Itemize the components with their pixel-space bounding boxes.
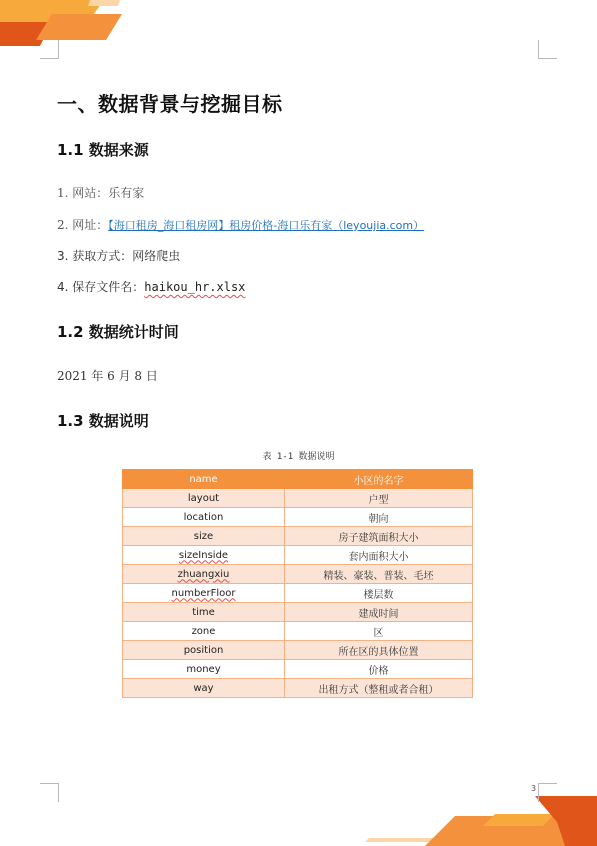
- website-value: 乐有家: [108, 186, 145, 200]
- field-meaning-cell: 房子建筑面积大小: [285, 527, 473, 546]
- table-header-row: [123, 470, 473, 489]
- url-label: 2. 网址：: [57, 218, 109, 232]
- source-website-line: [57, 184, 144, 201]
- table-row: [123, 622, 473, 641]
- method-value: 网络爬虫: [132, 249, 181, 263]
- file-label: 4. 保存文件名：: [57, 280, 145, 294]
- field-meaning-cell: 区: [285, 622, 473, 641]
- method-label: 3. 获取方式：: [57, 249, 133, 263]
- field-name-cell: [123, 584, 285, 603]
- field-meaning-cell: 建成时间: [285, 603, 473, 622]
- table-row: [123, 584, 473, 603]
- field-meaning-cell: 户型: [285, 489, 473, 508]
- field-meaning-cell: 出租方式（整租或者合租）: [285, 679, 473, 698]
- field-meaning-cell: 所在区的具体位置: [285, 641, 473, 660]
- field-name-text: numberFloor: [171, 587, 236, 599]
- document-heading: 一、数据背景与挖掘目标: [57, 92, 283, 116]
- header-cell-meaning: 小区的名字: [285, 470, 473, 489]
- table-row: [123, 527, 473, 546]
- field-meaning-cell: 套内面积大小: [285, 546, 473, 565]
- website-label: 1. 网站：: [57, 186, 109, 200]
- field-name-cell: zone: [123, 622, 285, 641]
- field-name-cell: time: [123, 603, 285, 622]
- field-name-cell: size: [123, 527, 285, 546]
- field-meaning-cell: 朝向: [285, 508, 473, 527]
- table-row: [123, 641, 473, 660]
- field-name-text: zhuangxiu: [177, 568, 230, 580]
- source-method-line: [57, 247, 180, 264]
- field-name-cell: money: [123, 660, 285, 679]
- corner-mark-bottom-right: [538, 783, 557, 802]
- section-title-description: 1.3 数据说明: [57, 412, 149, 430]
- field-name-cell: [123, 565, 285, 584]
- page-number: 3: [531, 784, 537, 793]
- field-meaning-cell: 楼层数: [285, 584, 473, 603]
- corner-mark-bottom-left: [40, 783, 59, 802]
- field-name-cell: layout: [123, 489, 285, 508]
- table-row: [123, 565, 473, 584]
- source-url-line: [57, 216, 424, 233]
- section-title-time: 1.2 数据统计时间: [57, 323, 179, 341]
- table-row: [123, 679, 473, 698]
- source-file-line: [57, 278, 245, 295]
- stat-date: 2021 年 6 月 8 日: [57, 369, 158, 383]
- section-title-source: 1.1 数据来源: [57, 141, 149, 159]
- field-meaning-cell: 价格: [285, 660, 473, 679]
- field-name-cell: way: [123, 679, 285, 698]
- table-row: [123, 660, 473, 679]
- corner-mark-top-left: [40, 40, 59, 59]
- field-name-cell: position: [123, 641, 285, 660]
- table-row: [123, 546, 473, 565]
- field-name-text: sizeInside: [178, 549, 229, 561]
- field-name-cell: location: [123, 508, 285, 527]
- bottom-right-decoration: [365, 796, 597, 846]
- header-cell-field: name: [123, 470, 285, 489]
- file-value: haikou_hr.xlsx: [144, 280, 246, 294]
- top-left-decoration: [0, 0, 130, 48]
- data-description-table: [122, 469, 473, 698]
- source-url-link[interactable]: 【海口租房_海口租房网】租房价格-海口乐有家（leyoujia.com）: [108, 219, 425, 232]
- table-row: [123, 508, 473, 527]
- table-row: [123, 603, 473, 622]
- table-row: [123, 489, 473, 508]
- table-caption: 表 1-1 数据说明: [262, 452, 335, 462]
- field-meaning-cell: 精装、豪装、普装、毛坯: [285, 565, 473, 584]
- field-name-cell: [123, 546, 285, 565]
- corner-mark-top-right: [538, 40, 557, 59]
